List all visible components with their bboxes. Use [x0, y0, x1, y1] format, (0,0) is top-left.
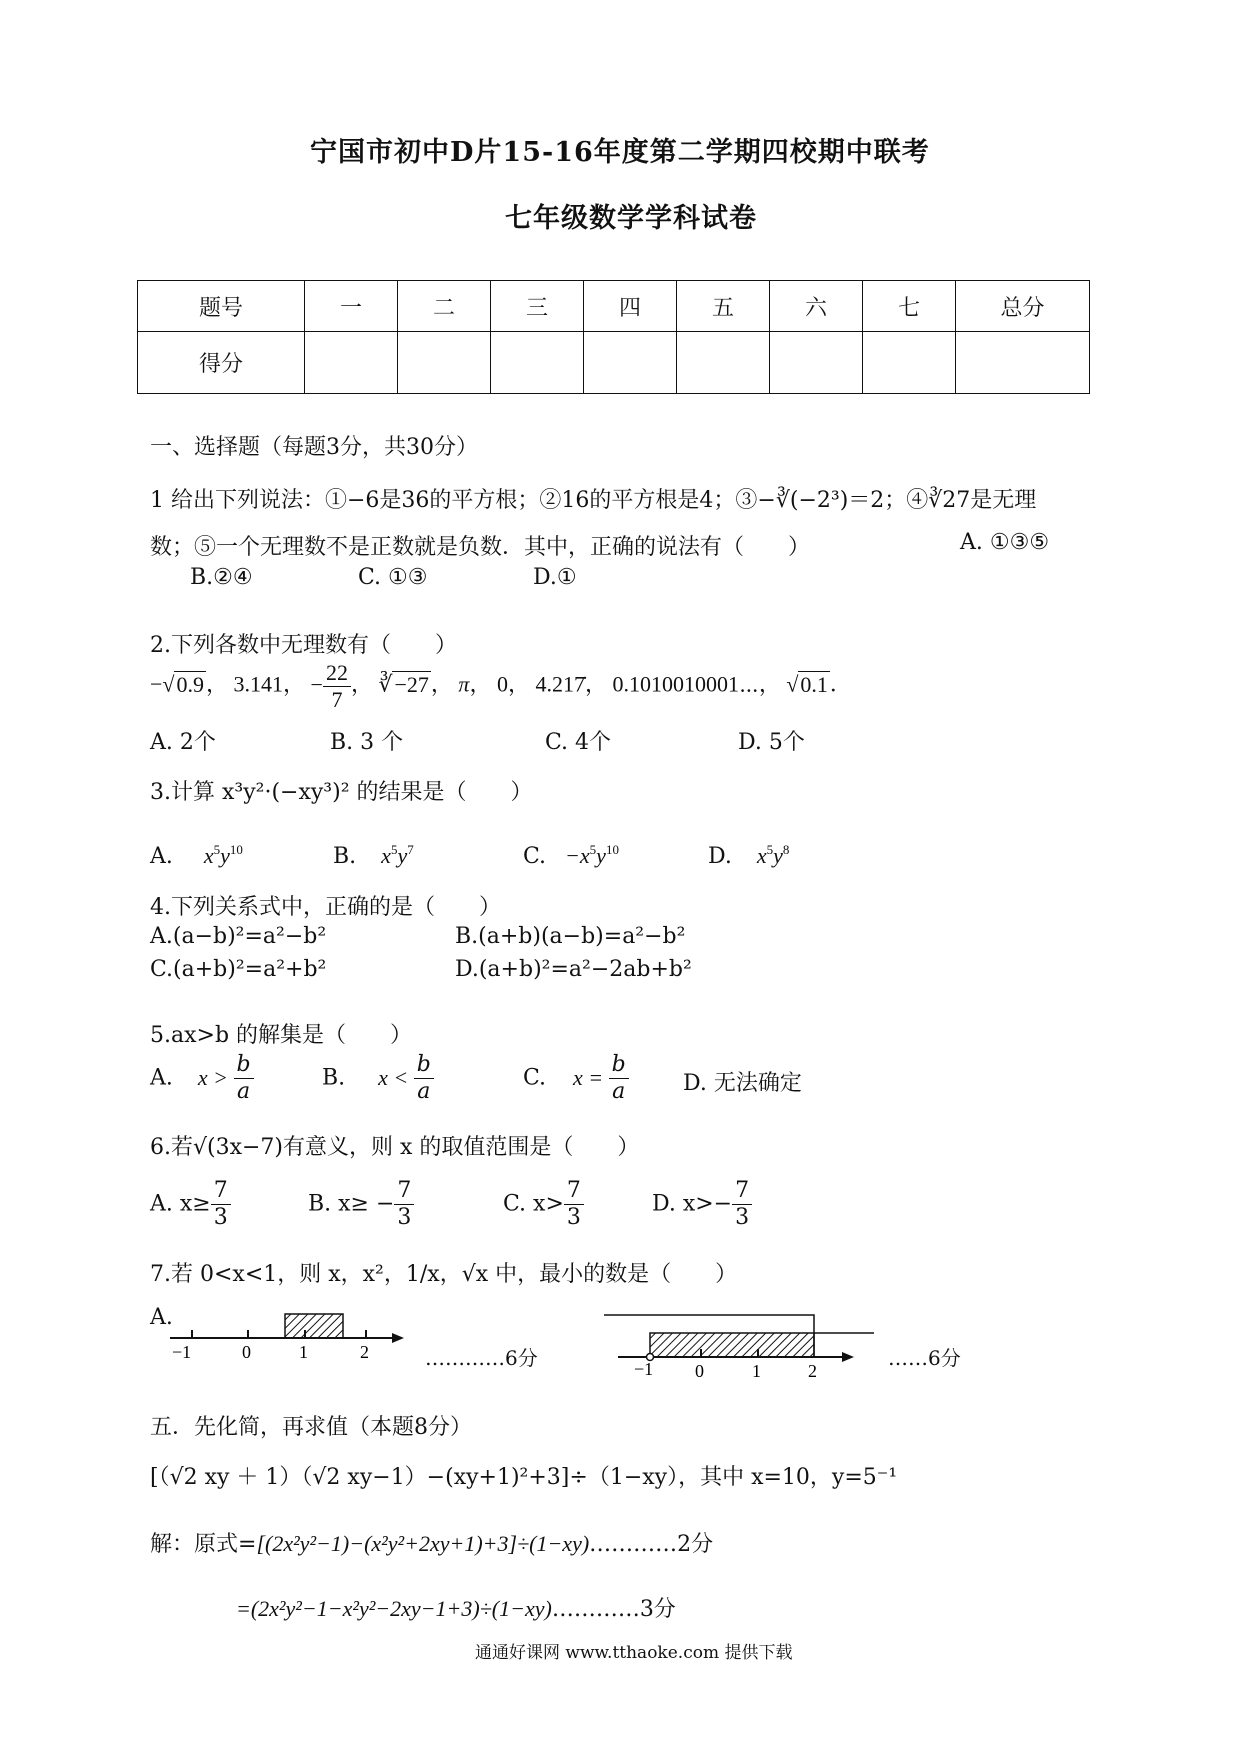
score-table: [137, 280, 1090, 394]
score-input-cell[interactable]: [770, 332, 863, 394]
q2-option-d: D. 5个: [738, 730, 805, 755]
q1-option-b: B.②④: [190, 565, 253, 590]
q2-number: − $\frac{22}{7}$: [311, 672, 351, 697]
question-1-line-1: 1 给出下列说法：①−6是36的平方根；②16的平方根是4；③−∛(−2³)＝2；④∛27是无理: [150, 488, 1037, 513]
q1-option-c: C. ①③: [358, 565, 428, 590]
q3-option-d: D. $x^5y^8$: [708, 842, 790, 869]
question-1-line-2: 数；⑤一个无理数不是正数就是负数．其中，正确的说法有（ ）: [150, 535, 811, 560]
tick-label: 1: [299, 1342, 308, 1360]
solution-expression: [(2x²y²−1)−(x²y²+2xy+1)+3]÷(1−xy): [256, 1531, 590, 1556]
step-score: …………2分: [589, 1532, 714, 1557]
table-cell: 七: [863, 281, 956, 332]
tick-label: 0: [242, 1342, 251, 1360]
q7-option-a: A.: [150, 1305, 173, 1330]
page-footer: 通通好课网 www.tthaoke.com 提供下载: [475, 1643, 793, 1663]
q2-number: √0.1: [786, 671, 828, 697]
q6-option-a: A. x≥ $\frac{7}{3}$: [150, 1178, 231, 1231]
q1-option-d: D.①: [533, 565, 577, 590]
q3-option-c: C. $-x^5y^{10}$: [523, 842, 619, 869]
q4-option-b: B.(a+b)(a−b)=a²−b²: [455, 924, 686, 949]
q4-option-a: A.(a−b)²=a²−b²: [150, 924, 327, 949]
section-heading: 五．先化简，再求值（本题8分）: [150, 1415, 472, 1440]
q2-number: −√0.9: [150, 671, 204, 697]
score-note: …………6分: [425, 1346, 538, 1370]
question-7-stem: 7.若 0<x<1，则 x，x²，1/x，√x 中，最小的数是（ ）: [150, 1262, 738, 1287]
q5-option-b: B. x < $\frac{b}{a}$: [322, 1052, 434, 1105]
q2-number: ∛−27: [378, 671, 429, 697]
number-line-2: [598, 1305, 888, 1380]
section-heading: 一、选择题（每题3分，共30分）: [150, 435, 478, 460]
q2-number: 4.217̇: [535, 671, 585, 697]
shaded-region: [650, 1333, 814, 1357]
tick-label: 1: [752, 1361, 761, 1380]
q2-option-a: A. 2个: [150, 730, 216, 755]
solution-expression: =(2x²y²−1−x²y²−2xy−1+3)÷(1−xy): [236, 1596, 552, 1621]
question-2-stem: 2.下列各数中无理数有（ ）: [150, 633, 457, 658]
section-5-problem: [（√2 xy ＋ 1）（√2 xy−1）−(xy+1)²+3]÷（1−xy），其中 x=10，y=5⁻¹: [150, 1465, 898, 1490]
q5-option-c: C. x = $\frac{b}{a}$: [523, 1052, 629, 1105]
table-cell: 总分: [956, 281, 1090, 332]
tick-label: −1: [634, 1359, 654, 1379]
tick-label: 2: [808, 1361, 817, 1380]
q3-option-b: B. $x^5y^7$: [333, 842, 414, 869]
score-input-cell[interactable]: [584, 332, 677, 394]
score-input-cell[interactable]: [305, 332, 398, 394]
q1-option-a: A. ①③⑤: [960, 530, 1050, 555]
q2-number: π: [458, 671, 470, 697]
score-input-cell[interactable]: [677, 332, 770, 394]
score-input-cell[interactable]: [491, 332, 584, 394]
score-input-cell[interactable]: [956, 332, 1090, 394]
score-input-cell[interactable]: [398, 332, 491, 394]
number-line-1: [160, 1300, 420, 1360]
table-cell: 二: [398, 281, 491, 332]
arrow-head: [392, 1333, 404, 1343]
q4-option-c: C.(a+b)²=a²+b²: [150, 957, 327, 982]
q2-number: 3.141: [233, 671, 283, 697]
shaded-region: [285, 1314, 343, 1338]
solution-prefix: 解：原式=: [150, 1532, 257, 1557]
table-cell: 三: [491, 281, 584, 332]
step-score: …………3分: [551, 1597, 676, 1622]
q2-number: 0.1010010001⋯: [612, 671, 759, 697]
question-3-stem: 3.计算 x³y²·(−xy³)² 的结果是（ ）: [150, 780, 533, 805]
table-cell: 六: [770, 281, 863, 332]
score-table-header-row: [138, 281, 1090, 332]
question-4-stem: 4.下列关系式中，正确的是（ ）: [150, 895, 501, 920]
question-2-numbers: −√0.9， 3.141， − $\frac{22}{7}$ ， ∛−27， π， 0， 4.217̇， 0.1010010001⋯， √0.1．: [150, 660, 852, 712]
exam-title: 宁国市初中D片15-16年度第二学期四校期中联考: [310, 137, 930, 168]
exam-subtitle: 七年级数学学科试卷: [505, 203, 757, 234]
score-input-cell[interactable]: [863, 332, 956, 394]
q6-option-c: C. x> $\frac{7}{3}$: [503, 1178, 584, 1231]
q3-option-a: A. $x^5y^{10}$: [150, 842, 243, 869]
q4-option-d: D.(a+b)²=a²−2ab+b²: [455, 957, 692, 982]
tick-label: 2: [360, 1342, 369, 1360]
table-cell: 一: [305, 281, 398, 332]
score-table-score-row: [138, 332, 1090, 394]
solution-step-1: [150, 1527, 713, 1558]
tick-label: −1: [172, 1342, 192, 1360]
q6-option-d: D. x>− $\frac{7}{3}$: [652, 1178, 752, 1231]
table-cell: 四: [584, 281, 677, 332]
score-note: ……6分: [888, 1346, 961, 1370]
solution-step-2: [236, 1592, 676, 1623]
q5-option-a: A. x > $\frac{b}{a}$: [150, 1052, 254, 1105]
question-5-stem: 5.ax>b 的解集是（ ）: [150, 1023, 413, 1048]
table-cell: 五: [677, 281, 770, 332]
q5-option-d: D. 无法确定: [683, 1071, 802, 1096]
table-cell: 题号: [138, 281, 305, 332]
q6-option-b: B. x≥ − $\frac{7}{3}$: [308, 1178, 414, 1231]
tick-label: 0: [695, 1361, 704, 1380]
q2-option-b: B. 3 个: [330, 730, 404, 755]
q2-option-c: C. 4个: [545, 730, 612, 755]
q2-number: 0: [496, 671, 508, 697]
arrow-head: [842, 1352, 854, 1362]
table-cell: 得分: [138, 332, 305, 394]
question-6-stem: 6.若√(3x−7)有意义，则 x 的取值范围是（ ）: [150, 1135, 640, 1160]
